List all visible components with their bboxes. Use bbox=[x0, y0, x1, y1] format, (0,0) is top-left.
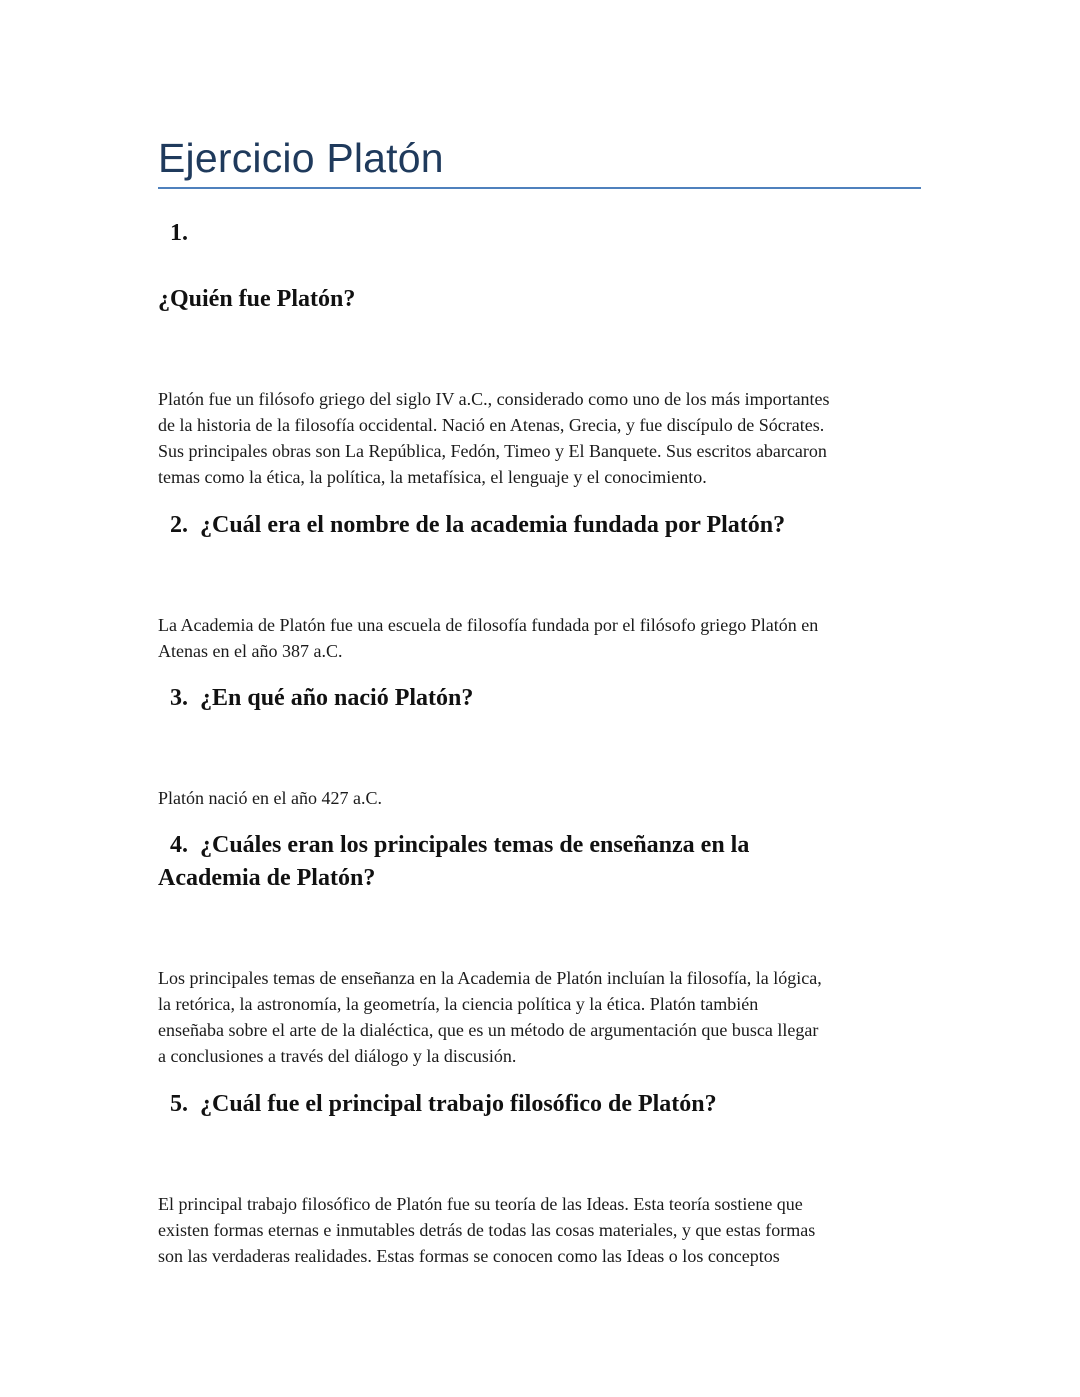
question-2-text: ¿Cuál era el nombre de la academia fundada por Platón? bbox=[200, 512, 786, 538]
answer-4-line: Los principales temas de enseñanza en la Academia de Platón incluían la filosofía, la lógica, bbox=[158, 968, 822, 988]
answer-4-line: enseñaba sobre el arte de la dialéctica, que es un método de argumentación que busca llegar bbox=[158, 1020, 819, 1040]
question-3-heading bbox=[170, 681, 473, 715]
question-5-text: ¿Cuál fue el principal trabajo filosófico de Platón? bbox=[200, 1091, 717, 1117]
question-3-number: 3. bbox=[170, 685, 188, 711]
answer-3 bbox=[158, 785, 928, 811]
answer-1-line: temas como la ética, la política, la metafísica, el lenguaje y el conocimiento. bbox=[158, 467, 707, 487]
question-4-heading-line2: Academia de Platón? bbox=[158, 865, 376, 891]
answer-4 bbox=[158, 965, 928, 1069]
document-title: Ejercicio Platón bbox=[158, 135, 444, 181]
answer-1-line: Sus principales obras son La República, Fedón, Timeo y El Banquete. Sus escritos abarcaron bbox=[158, 441, 827, 461]
answer-1-line: Platón fue un filósofo griego del siglo IV a.C., considerado como uno de los más importantes bbox=[158, 389, 830, 409]
answer-1-line: de la historia de la filosofía occidental. Nació en Atenas, Grecia, y fue discípulo de Sócrates. bbox=[158, 415, 825, 435]
answer-2-line: Atenas en el año 387 a.C. bbox=[158, 641, 343, 661]
answer-4-line: a conclusiones a través del diálogo y la discusión. bbox=[158, 1046, 517, 1066]
answer-2-line: La Academia de Platón fue una escuela de filosofía fundada por el filósofo griego Platón en bbox=[158, 615, 819, 635]
question-1-number: 1. bbox=[170, 220, 188, 246]
answer-3-line: Platón nació en el año 427 a.C. bbox=[158, 788, 382, 808]
question-2-number: 2. bbox=[170, 512, 188, 538]
answer-5-line: son las verdaderas realidades. Estas formas se conocen como las Ideas o los conceptos bbox=[158, 1246, 780, 1266]
answer-2 bbox=[158, 612, 928, 664]
answer-1 bbox=[158, 386, 928, 490]
question-2-heading bbox=[170, 508, 785, 542]
answer-4-line: la retórica, la astronomía, la geometría, la ciencia política y la ética. Platón también bbox=[158, 994, 759, 1014]
answer-5 bbox=[158, 1191, 928, 1269]
question-5-number: 5. bbox=[170, 1091, 188, 1117]
question-4-heading-line1 bbox=[170, 828, 749, 862]
question-4-text: ¿Cuáles eran los principales temas de enseñanza en la bbox=[200, 832, 750, 858]
question-1-heading: ¿Quién fue Platón? bbox=[158, 286, 356, 312]
question-4-number: 4. bbox=[170, 832, 188, 858]
question-3-text: ¿En qué año nació Platón? bbox=[200, 685, 474, 711]
question-5-heading bbox=[170, 1087, 717, 1121]
title-underline bbox=[158, 187, 921, 189]
answer-5-line: El principal trabajo filosófico de Platón fue su teoría de las Ideas. Esta teoría sostiene que bbox=[158, 1194, 803, 1214]
answer-5-line: existen formas eternas e inmutables detrás de todas las cosas materiales, y que estas formas bbox=[158, 1220, 816, 1240]
